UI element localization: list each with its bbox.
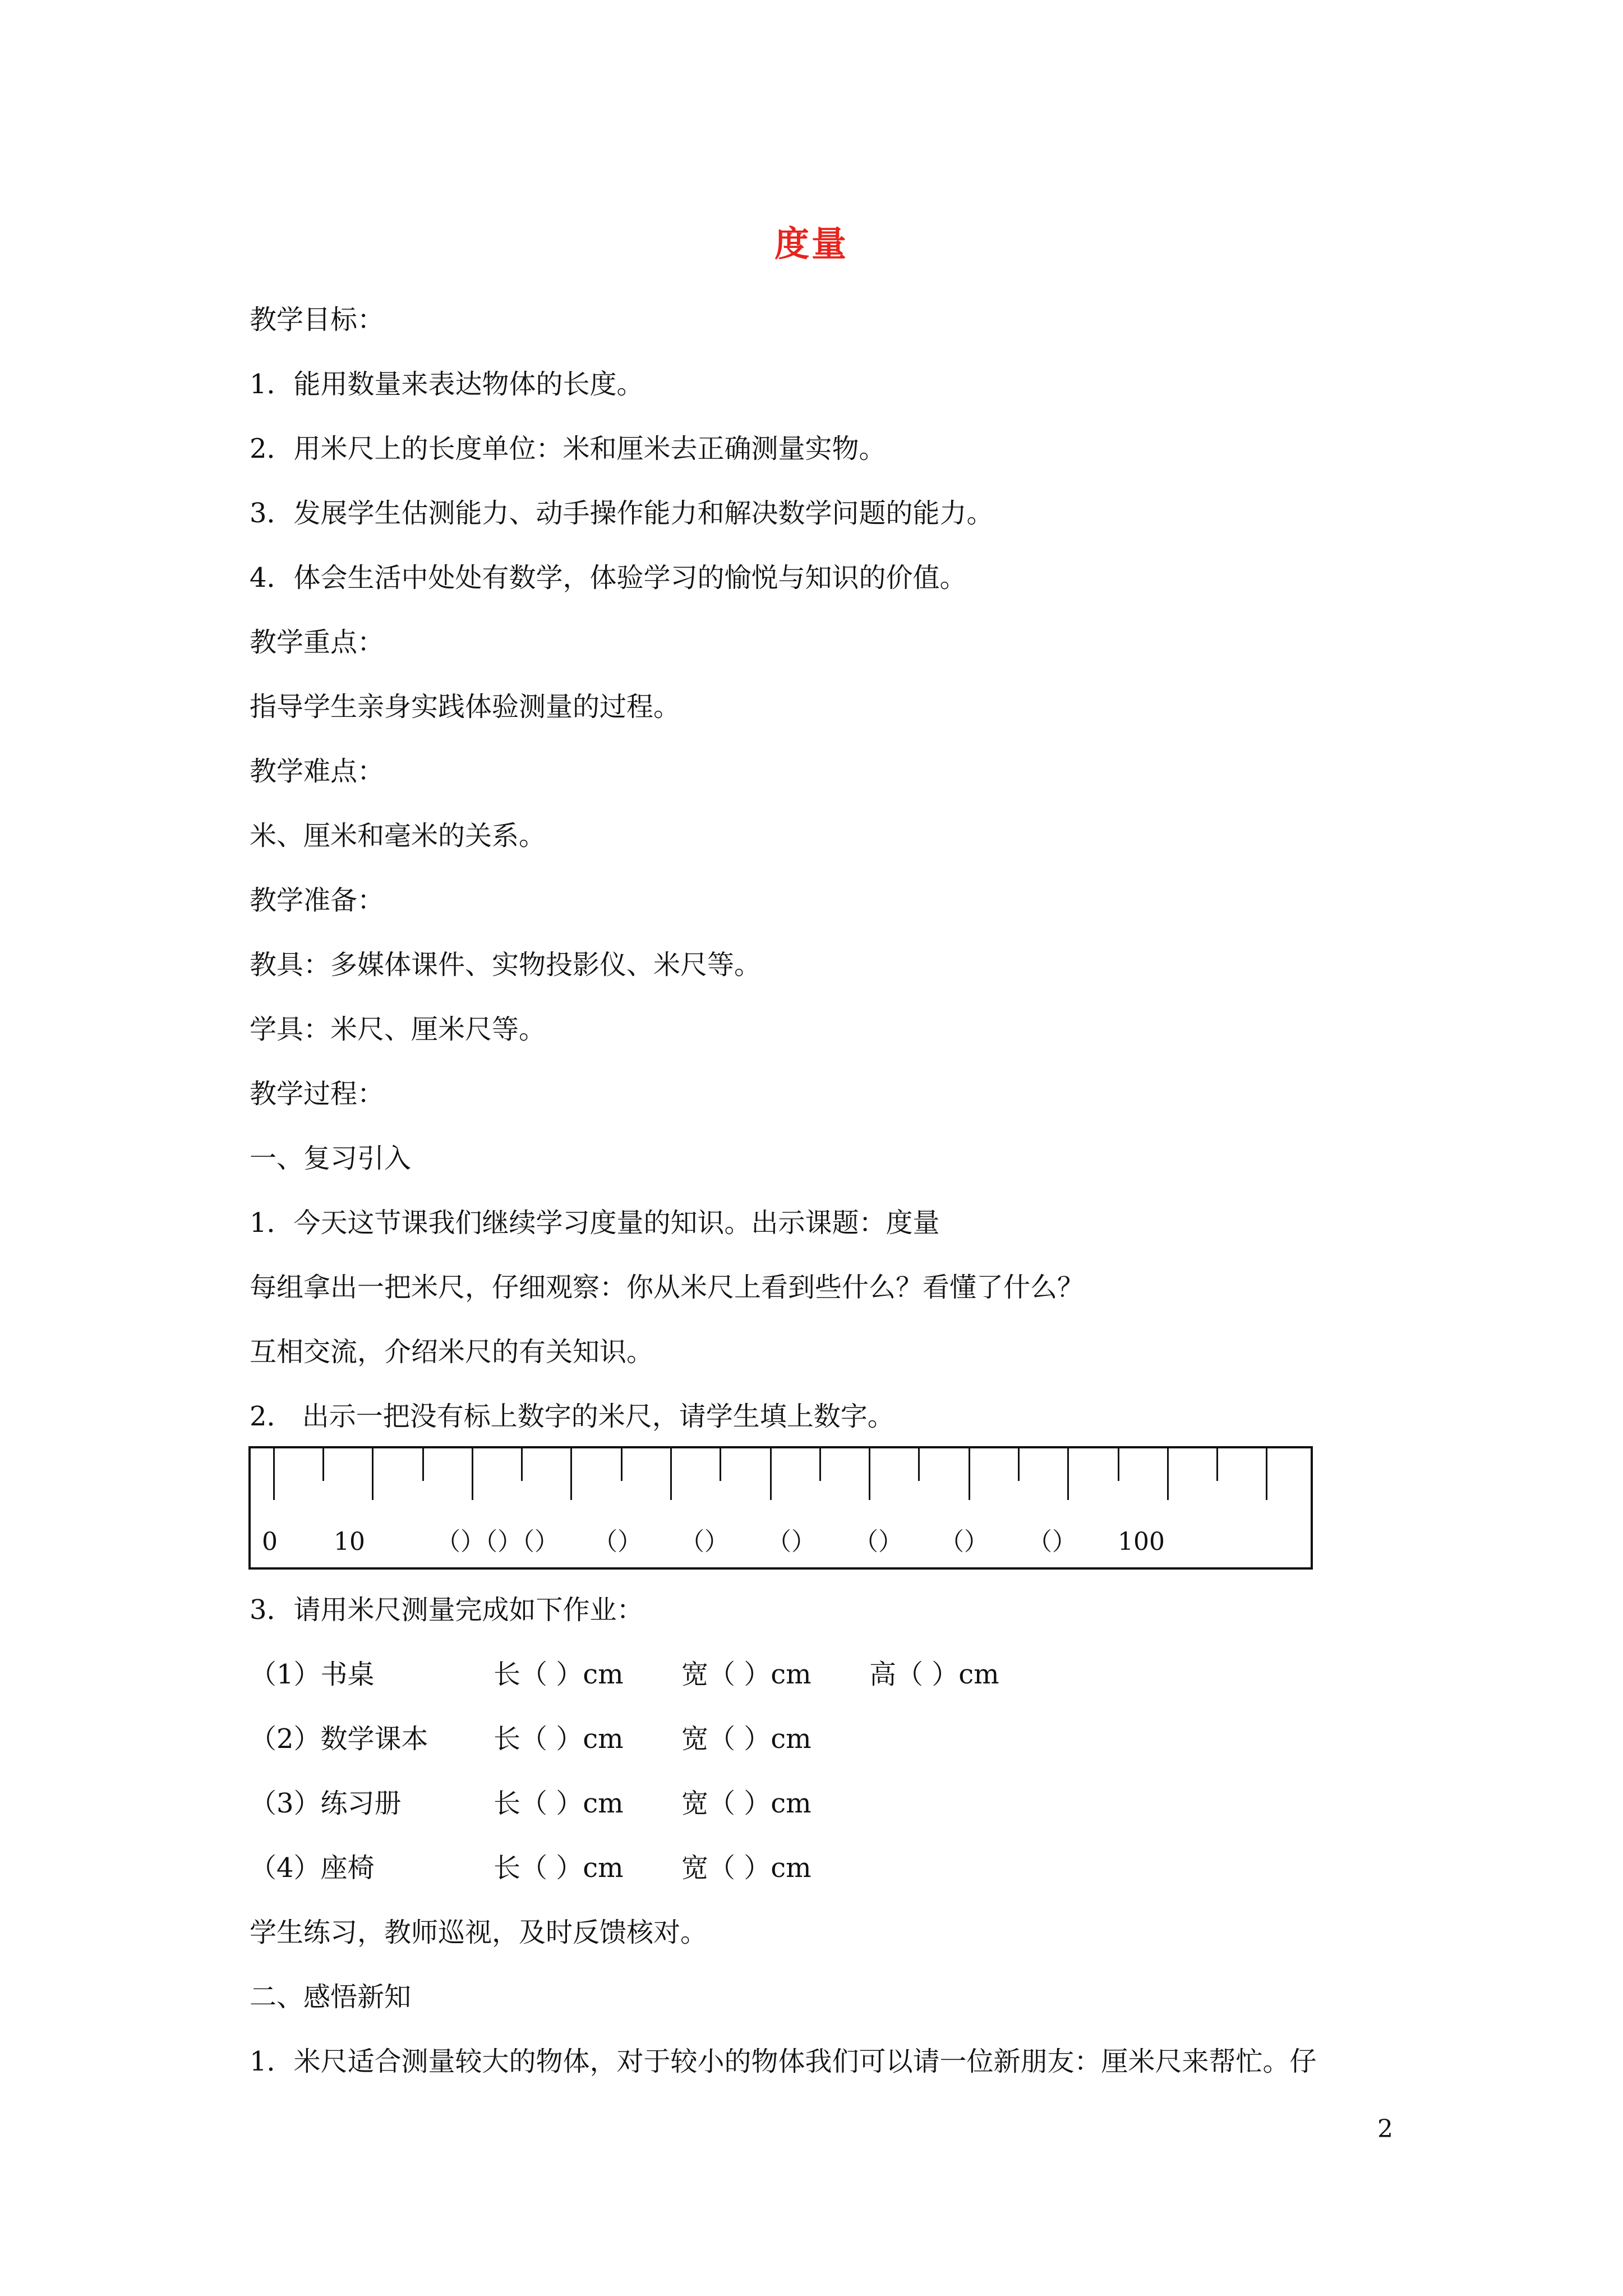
text-line: 教学过程： — [250, 1078, 385, 1110]
text-line: 二、感悟新知 — [250, 1981, 412, 2013]
ruler-label: （） — [767, 1527, 816, 1556]
text-line: 教学难点： — [250, 756, 385, 787]
ruler-tick — [322, 1448, 324, 1481]
ruler-tick — [422, 1448, 424, 1481]
ruler-tick — [1018, 1448, 1020, 1481]
ruler-tick — [570, 1448, 572, 1500]
ruler-label: （） — [854, 1527, 903, 1556]
ruler-tick — [1266, 1448, 1267, 1500]
ruler-tick — [969, 1448, 970, 1500]
text-line: 学具：米尺、厘米尺等。 — [250, 1014, 546, 1045]
ruler-label: 100 — [1118, 1527, 1165, 1556]
ruler-tick — [472, 1448, 473, 1500]
measure-width: 宽（ ）cm — [681, 1723, 811, 1755]
ruler-tick — [521, 1448, 523, 1481]
text-line: 教具：多媒体课件、实物投影仪、米尺等。 — [250, 949, 762, 981]
ruler-tick — [273, 1448, 275, 1500]
text-line: 教学重点： — [250, 627, 385, 658]
text-line: 3．发展学生估测能力、动手操作能力和解决数学问题的能力。 — [250, 498, 994, 529]
page-number: 2 — [1377, 2115, 1393, 2143]
ruler-label: 10 — [334, 1527, 365, 1556]
ruler-label: （） — [680, 1527, 729, 1556]
ruler-tick — [869, 1448, 870, 1500]
text-line: 教学目标： — [250, 304, 385, 335]
measure-width: 宽（ ）cm — [681, 1852, 811, 1884]
ruler-tick — [621, 1448, 623, 1481]
text-line: 1．今天这节课我们继续学习度量的知识。出示课题：度量 — [250, 1207, 940, 1239]
ruler-label: （） — [593, 1527, 642, 1556]
measure-height: 高（ ）cm — [869, 1659, 999, 1690]
measure-length: 长（ ）cm — [494, 1852, 624, 1884]
page-title: 度量 — [774, 223, 849, 264]
measure-item: （4）座椅 — [250, 1852, 375, 1884]
text-line: 2．用米尺上的长度单位：米和厘米去正确测量实物。 — [250, 433, 886, 464]
ruler-tick — [1216, 1448, 1218, 1481]
ruler-tick — [720, 1448, 721, 1481]
measure-length: 长（ ）cm — [494, 1723, 624, 1755]
ruler-label: 0 — [262, 1527, 278, 1556]
text-line: 1．米尺适合测量较大的物体，对于较小的物体我们可以请一位新朋友：厘米尺来帮忙。仔 — [250, 2046, 1317, 2077]
exercise-intro: 3．请用米尺测量完成如下作业： — [250, 1594, 644, 1626]
ruler-tick — [819, 1448, 821, 1481]
text-line: 4．体会生活中处处有数学，体验学习的愉悦与知识的价值。 — [250, 562, 967, 593]
text-line: 2． 出示一把没有标上数字的米尺，请学生填上数字。 — [250, 1401, 895, 1432]
text-line: 一、复习引入 — [250, 1143, 412, 1174]
text-line: 教学准备： — [250, 885, 385, 916]
text-line: 每组拿出一把米尺，仔细观察：你从米尺上看到些什么？看懂了什么？ — [250, 1272, 1085, 1303]
text-line: 学生练习，教师巡视，及时反馈核对。 — [250, 1917, 708, 1948]
ruler-tick — [1167, 1448, 1169, 1500]
text-line: 1．能用数量来表达物体的长度。 — [250, 369, 644, 400]
ruler-label: （）（）（） — [436, 1527, 559, 1556]
ruler-tick — [770, 1448, 772, 1500]
measure-item: （2）数学课本 — [250, 1723, 428, 1755]
text-line: 米、厘米和毫米的关系。 — [250, 820, 546, 852]
text-line: 指导学生亲身实践体验测量的过程。 — [250, 691, 681, 723]
measure-item: （3）练习册 — [250, 1788, 402, 1819]
ruler-label: （） — [1027, 1527, 1077, 1556]
measure-item: （1）书桌 — [250, 1659, 375, 1690]
measure-width: 宽（ ）cm — [681, 1788, 811, 1819]
meter-ruler-diagram — [248, 1446, 1313, 1570]
measure-length: 长（ ）cm — [494, 1659, 624, 1690]
ruler-tick — [918, 1448, 920, 1481]
ruler-tick — [1067, 1448, 1069, 1500]
ruler-tick — [372, 1448, 374, 1500]
ruler-label: （） — [939, 1527, 989, 1556]
measure-width: 宽（ ）cm — [681, 1659, 811, 1690]
ruler-tick — [1118, 1448, 1119, 1481]
text-line: 互相交流，介绍米尺的有关知识。 — [250, 1336, 654, 1368]
ruler-tick — [670, 1448, 672, 1500]
measure-length: 长（ ）cm — [494, 1788, 624, 1819]
